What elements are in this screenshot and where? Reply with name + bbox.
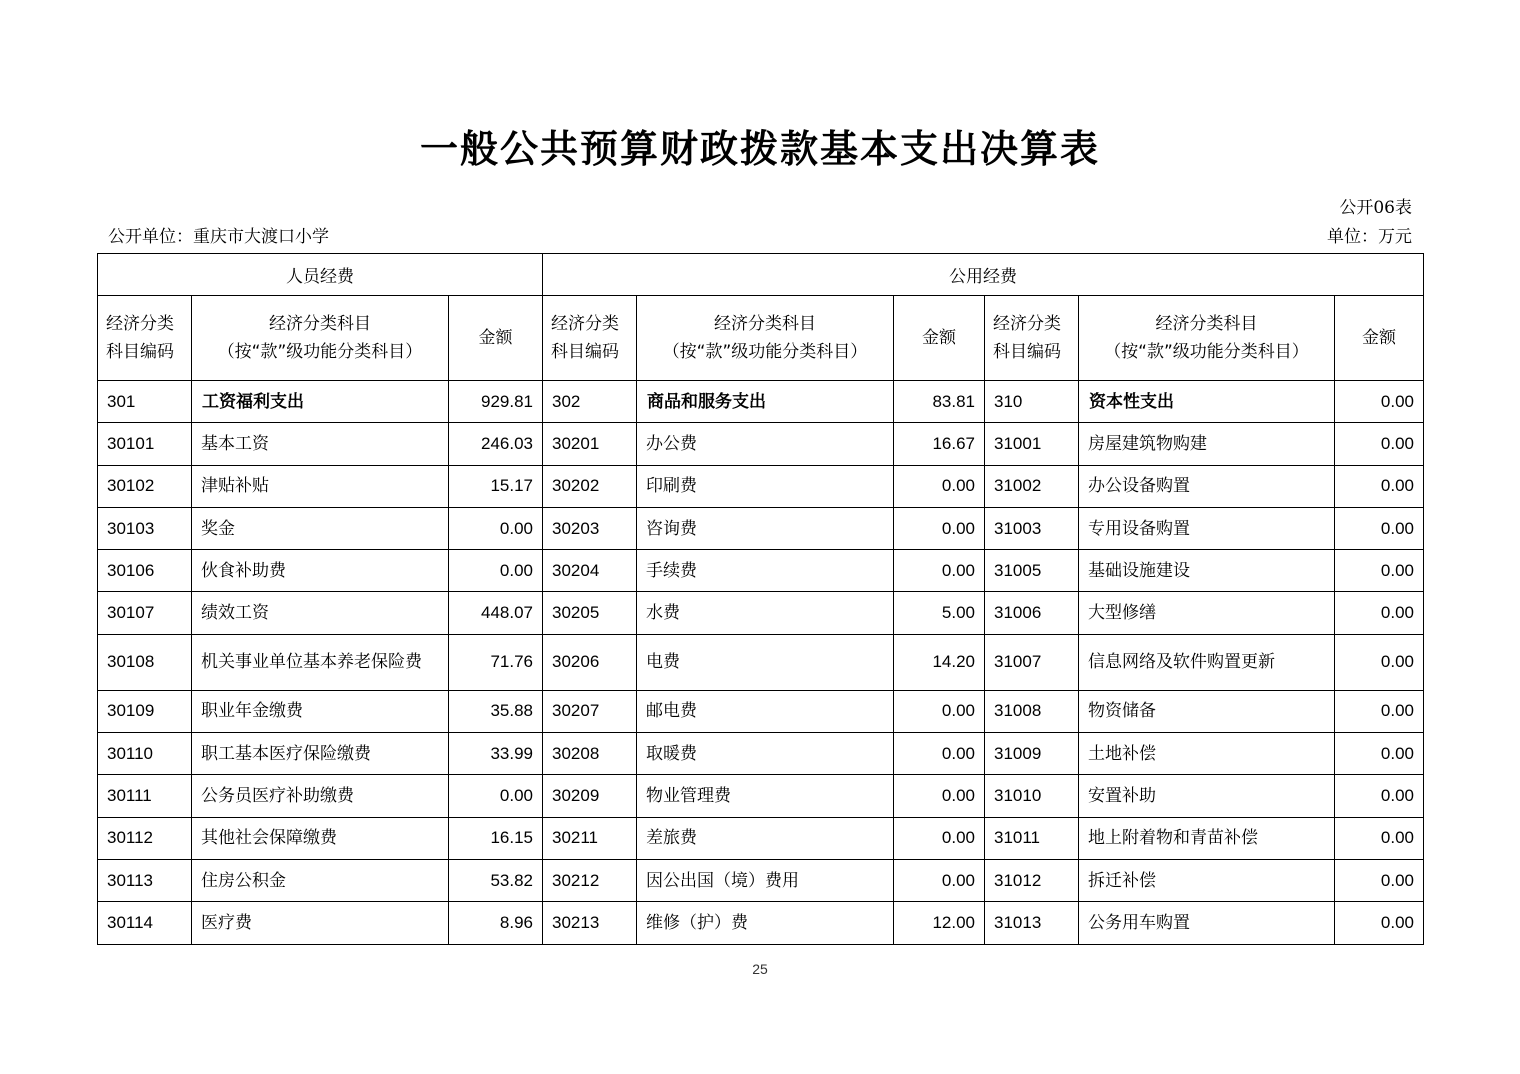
cell-name: 邮电费	[637, 690, 894, 732]
cell-code: 30111	[98, 775, 192, 817]
cell-name: 津贴补贴	[192, 465, 449, 507]
header-name-line: （按“款”级功能分类科目）	[662, 342, 868, 362]
cell-amount: 0.00	[1335, 465, 1424, 507]
table-row	[98, 733, 1424, 775]
cell-amount: 0.00	[1335, 902, 1424, 944]
cell-name: 办公设备购置	[1079, 465, 1335, 507]
cell-code: 31005	[985, 550, 1079, 592]
cell-name: 信息网络及软件购置更新	[1079, 634, 1335, 690]
cell-code: 30103	[98, 507, 192, 549]
cell-name: 土地补偿	[1079, 733, 1335, 775]
header-amount: 金额	[894, 296, 985, 381]
cell-name: 取暖费	[637, 733, 894, 775]
cell-name: 公务员医疗补助缴费	[192, 775, 449, 817]
cell-code: 310	[985, 381, 1079, 423]
header-amount: 金额	[449, 296, 543, 381]
cell-name: 其他社会保障缴费	[192, 817, 449, 859]
table-row	[98, 817, 1424, 859]
cell-amount: 0.00	[1335, 859, 1424, 901]
cell-amount: 929.81	[449, 381, 543, 423]
cell-name: 拆迁补偿	[1079, 859, 1335, 901]
cell-code: 30209	[543, 775, 637, 817]
cell-code: 31001	[985, 423, 1079, 465]
cell-amount: 53.82	[449, 859, 543, 901]
page-number: 25	[752, 961, 768, 977]
cell-amount: 0.00	[1335, 733, 1424, 775]
cell-name: 手续费	[637, 550, 894, 592]
cell-amount: 0.00	[1335, 690, 1424, 732]
table-row	[98, 381, 1424, 423]
cell-code: 31002	[985, 465, 1079, 507]
cell-amount: 0.00	[1335, 634, 1424, 690]
header-name-line: （按“款”级功能分类科目）	[217, 342, 423, 362]
cell-name: 资本性支出	[1079, 381, 1335, 423]
cell-amount: 448.07	[449, 592, 543, 634]
page-title: 一般公共预算财政拨款基本支出决算表	[419, 127, 1100, 171]
cell-code: 30203	[543, 507, 637, 549]
cell-name: 职业年金缴费	[192, 690, 449, 732]
cell-amount: 16.15	[449, 817, 543, 859]
table-row	[98, 423, 1424, 465]
header-code-line: 经济分类	[106, 314, 174, 334]
table-row	[98, 550, 1424, 592]
cell-name: 水费	[637, 592, 894, 634]
header-name-line: 经济分类科目	[1155, 314, 1258, 334]
cell-code: 30114	[98, 902, 192, 944]
cell-code: 31003	[985, 507, 1079, 549]
cell-code: 30101	[98, 423, 192, 465]
header-name-line: 经济分类科目	[269, 314, 371, 334]
cell-amount: 0.00	[449, 507, 543, 549]
cell-name: 住房公积金	[192, 859, 449, 901]
cell-name: 办公费	[637, 423, 894, 465]
header-name	[637, 296, 894, 381]
cell-code: 30211	[543, 817, 637, 859]
cell-name: 安置补助	[1079, 775, 1335, 817]
header-amount: 金额	[1335, 296, 1424, 381]
cell-amount: 0.00	[894, 775, 985, 817]
cell-name: 基本工资	[192, 423, 449, 465]
cell-code: 31009	[985, 733, 1079, 775]
cell-code: 31008	[985, 690, 1079, 732]
cell-amount: 15.17	[449, 465, 543, 507]
header-code-line: 科目编码	[551, 342, 619, 362]
cell-amount: 83.81	[894, 381, 985, 423]
cell-amount: 246.03	[449, 423, 543, 465]
cell-amount: 0.00	[1335, 550, 1424, 592]
cell-amount: 0.00	[1335, 423, 1424, 465]
cell-name: 咨询费	[637, 507, 894, 549]
cell-code: 30109	[98, 690, 192, 732]
group-header-personnel: 人员经费	[98, 254, 543, 296]
cell-code: 30205	[543, 592, 637, 634]
header-name-line: （按“款”级功能分类科目）	[1104, 342, 1309, 362]
cell-code: 31010	[985, 775, 1079, 817]
cell-name: 基础设施建设	[1079, 550, 1335, 592]
cell-name: 伙食补助费	[192, 550, 449, 592]
cell-amount: 16.67	[894, 423, 985, 465]
cell-code: 30108	[98, 634, 192, 690]
cell-code: 30106	[98, 550, 192, 592]
cell-amount: 71.76	[449, 634, 543, 690]
cell-name: 印刷费	[637, 465, 894, 507]
header-name	[1079, 296, 1335, 381]
header-code-line: 科目编码	[993, 342, 1061, 362]
cell-code: 31006	[985, 592, 1079, 634]
cell-amount: 0.00	[1335, 381, 1424, 423]
cell-amount: 0.00	[894, 690, 985, 732]
cell-code: 30107	[98, 592, 192, 634]
cell-amount: 0.00	[894, 859, 985, 901]
cell-amount: 0.00	[1335, 775, 1424, 817]
cell-name: 绩效工资	[192, 592, 449, 634]
cell-code: 30201	[543, 423, 637, 465]
cell-name: 商品和服务支出	[637, 381, 894, 423]
cell-name: 地上附着物和青苗补偿	[1079, 817, 1335, 859]
cell-amount: 0.00	[894, 733, 985, 775]
cell-amount: 5.00	[894, 592, 985, 634]
header-name-line: 经济分类科目	[714, 314, 816, 334]
cell-code: 30113	[98, 859, 192, 901]
cell-amount: 0.00	[1335, 592, 1424, 634]
cell-amount: 0.00	[449, 550, 543, 592]
cell-code: 31012	[985, 859, 1079, 901]
table-row	[98, 775, 1424, 817]
cell-code: 30213	[543, 902, 637, 944]
cell-code: 30208	[543, 733, 637, 775]
cell-name: 差旅费	[637, 817, 894, 859]
expenditure-table	[97, 253, 1424, 945]
header-code-line: 经济分类	[551, 314, 619, 334]
cell-name: 工资福利支出	[192, 381, 449, 423]
cell-name: 因公出国（境）费用	[637, 859, 894, 901]
cell-code: 30112	[98, 817, 192, 859]
table-row	[98, 859, 1424, 901]
cell-amount: 0.00	[894, 550, 985, 592]
header-code	[543, 296, 637, 381]
header-code-line: 经济分类	[993, 314, 1061, 334]
cell-amount: 0.00	[1335, 507, 1424, 549]
cell-amount: 0.00	[894, 817, 985, 859]
table-row	[98, 902, 1424, 944]
cell-code: 31013	[985, 902, 1079, 944]
cell-code: 30202	[543, 465, 637, 507]
cell-code: 30102	[98, 465, 192, 507]
cell-name: 公务用车购置	[1079, 902, 1335, 944]
cell-name: 物业管理费	[637, 775, 894, 817]
cell-amount: 33.99	[449, 733, 543, 775]
cell-amount: 0.00	[1335, 817, 1424, 859]
cell-amount: 8.96	[449, 902, 543, 944]
header-name	[192, 296, 449, 381]
table-row	[98, 592, 1424, 634]
cell-name: 奖金	[192, 507, 449, 549]
header-code	[98, 296, 192, 381]
cell-code: 31007	[985, 634, 1079, 690]
cell-name: 专用设备购置	[1079, 507, 1335, 549]
cell-name: 职工基本医疗保险缴费	[192, 733, 449, 775]
table-row	[98, 465, 1424, 507]
header-code-line: 科目编码	[106, 342, 174, 362]
cell-code: 30110	[98, 733, 192, 775]
header-code	[985, 296, 1079, 381]
cell-amount: 0.00	[449, 775, 543, 817]
table-row	[98, 690, 1424, 732]
table-row	[98, 507, 1424, 549]
cell-amount: 14.20	[894, 634, 985, 690]
table-row	[98, 634, 1424, 690]
cell-code: 30206	[543, 634, 637, 690]
cell-name: 机关事业单位基本养老保险费	[192, 634, 449, 690]
cell-amount: 0.00	[894, 507, 985, 549]
cell-name: 物资储备	[1079, 690, 1335, 732]
cell-amount: 12.00	[894, 902, 985, 944]
cell-code: 30207	[543, 690, 637, 732]
cell-amount: 35.88	[449, 690, 543, 732]
cell-name: 房屋建筑物购建	[1079, 423, 1335, 465]
cell-code: 301	[98, 381, 192, 423]
currency-unit: 单位：万元	[1327, 227, 1412, 247]
form-number: 公开06表	[1339, 198, 1412, 218]
cell-name: 电费	[637, 634, 894, 690]
cell-code: 30212	[543, 859, 637, 901]
cell-code: 30204	[543, 550, 637, 592]
cell-name: 医疗费	[192, 902, 449, 944]
cell-code: 31011	[985, 817, 1079, 859]
cell-name: 维修（护）费	[637, 902, 894, 944]
cell-name: 大型修缮	[1079, 592, 1335, 634]
reporting-unit: 公开单位：重庆市大渡口小学	[108, 227, 329, 247]
group-header-public: 公用经费	[543, 254, 1424, 296]
cell-code: 302	[543, 381, 637, 423]
cell-amount: 0.00	[894, 465, 985, 507]
